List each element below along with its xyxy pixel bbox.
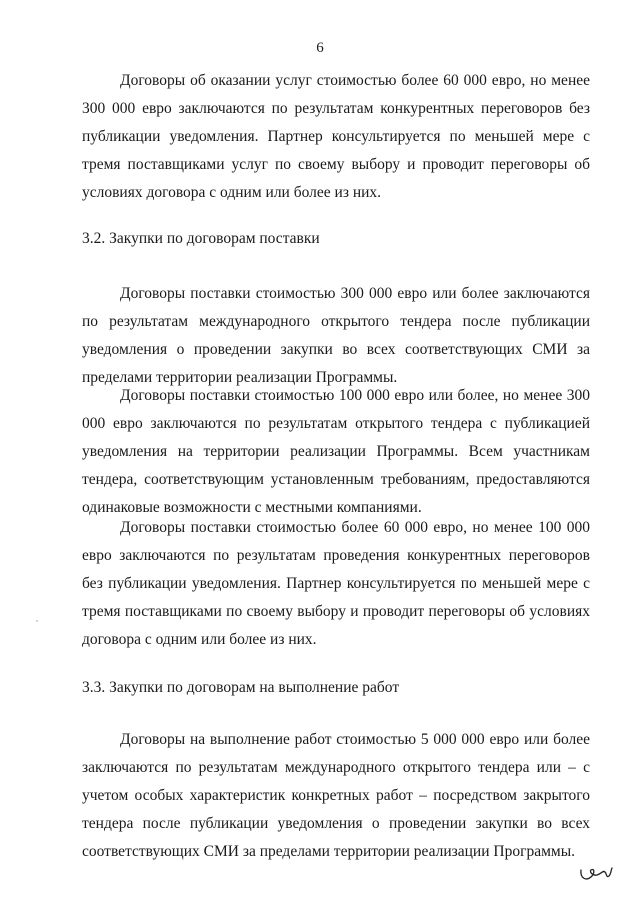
scan-speck bbox=[36, 620, 38, 622]
section-heading-works-contracts: 3.3. Закупки по договорам на выполнение работ bbox=[82, 679, 400, 696]
handwritten-initials bbox=[578, 858, 614, 886]
paragraph-supply-open-tender: Договоры поставки стоимостью 100 000 евро или более, но менее 300 000 евро заключаются по результатам открытого тендера с публикацией уведомления на территории реализации Программы. Всем участникам тендера, соответствующим установленным требованиям, предоставляются одинаковые возможности с местными компаниями. bbox=[82, 387, 590, 516]
paragraph-supply-negotiations: Договоры поставки стоимостью более 60 000 евро, но менее 100 000 евро заключаются по результатам проведения конкурентных переговоров без публикации уведомления. Партнер консультируется по меньшей мере с тремя поставщиками по своему выбору и проводит переговоры об условиях договора с одним или более из них. bbox=[82, 519, 590, 648]
section-heading-supply-contracts: 3.2. Закупки по договорам поставки bbox=[82, 230, 320, 247]
page-number: 6 bbox=[316, 40, 324, 56]
paragraph-supply-international-tender: Договоры поставки стоимостью 300 000 евро или более заключаются по результатам международного открытого тендера после публикации уведомления о проведении закупки во всех соответствующих СМИ за пределами территории реализации Программы. bbox=[82, 285, 590, 386]
paragraph-services-contracts: Договоры об оказании услуг стоимостью более 60 000 евро, но менее 300 000 евро заключаются по результатам конкурентных переговоров без публикации уведомления. Партнер консультируется по меньшей мере с тремя поставщиками услуг по своему выбору и проводит переговоры об условиях договора с одним или более из них. bbox=[82, 72, 590, 201]
paragraph-works-tender: Договоры на выполнение работ стоимостью 5 000 000 евро или более заключаются по результатам международного открытого тендера или – с учетом особых характеристик конкретных работ – посредством закрытого тендера после публикации уведомления о проведении закупки во всех соответствующих СМИ за пределами территории реализации Программы. bbox=[82, 731, 590, 860]
